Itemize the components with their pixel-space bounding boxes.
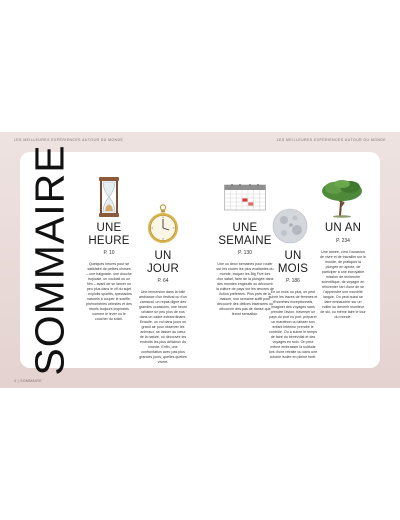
section-heading: UN JOUR (146, 250, 180, 275)
tree-icon (320, 178, 364, 218)
page-footer: 4 | SOMMAIRE (14, 379, 42, 383)
running-head-left: LES MEILLEURES EXPÉRIENCES AUTOUR DU MONDE (14, 138, 124, 142)
section-one-year (320, 222, 366, 320)
section-page-number: P. 64 (157, 278, 169, 284)
section-heading: UN MOIS (277, 250, 309, 275)
section-one-month (268, 250, 318, 360)
section-page-number: P. 186 (286, 278, 300, 284)
page-title-text: SOMMAIRE (26, 144, 73, 376)
section-page-number: P. 130 (238, 250, 252, 256)
section-description: En un mois ou plus, on peut suivre les traces de femmes et d'hommes exceptionnels, imaginer des voyages sans prendre l'avion, traverser un pays du port en port, préparer un marathon ou laisser son enfant intérieur prendre le contrôle. Ou à suivre le temps de faire du bénévolat et des voyages en solo. On peut même embrasser la solitude lors d'une retraite ou dans une colonie isolée en pleine forêt. (268, 290, 318, 359)
section-one-day (138, 250, 188, 365)
section-one-week (216, 222, 274, 317)
moon-icon (272, 208, 308, 244)
pocket-watch-icon (147, 204, 179, 244)
section-heading: UNE SEMAINE (218, 222, 272, 247)
section-heading: UN AN (324, 222, 362, 234)
running-head-right: LES MEILLEURES EXPÉRIENCES AUTOUR DU MONDE (276, 138, 386, 142)
section-description: Une immersion dans la folle ambiance d'un festival ou d'un carnaval, un repas digne des grandes occasions, une heure urbaine un peu plus de nos dans un cadre extraordinaire. Ensuite, un vol dans jours ou grand air pour observer les animaux, se laisser au cœur de la nature, où découvrir les endroits les plus délicieux du monde. Enfin, une confrontation avec pas plus grandes jours, quelles quelles vivent. (138, 290, 188, 364)
hourglass-icon (98, 176, 120, 218)
section-description: Quelques heures pour se satisfaire de petites choses – une baignade, une douche tropicale, un cocktail ou un film – avant de se lancer un peu plus dans le vif du sujet : exploits sportifs, spectacles naturels à couper le souffle, phénomènes célestes et des rituels toujours inspirants comme le lever ou le coucher du soleil. (86, 262, 132, 321)
calendar-icon (224, 183, 266, 211)
section-page-number: P. 10 (103, 250, 115, 256)
section-description: Une année, c'est l'occasion de vivre et de travailler sur le monde, de pratiquer la plongée en apnée, de participer à une incroyable mission de recherche scientifique, de voyager en réinventer l'art d'une de se l'apprendre une nouvelle langue. On peut aussi se faire embaucher sur un voilier ou devenir moniteur de ski, ou même faire le tour du monde. (320, 249, 366, 319)
section-heading: UNE HEURE (88, 222, 130, 247)
page-title (22, 144, 78, 376)
section-description: Une ou deux semaines pour rouler sur les routes les plus exaltantes du monde, traquer les Big Five lors d'un safari, faire de la plongée dans des mondes engloutis ou découvrir la culture de pays sur les œuvres de fiction préférées. Plus prés de la maison, une semaine suffit pour découvrir des délices insensées ou découvrir des pas de danse que feront sensation. (216, 262, 274, 316)
section-page-number: P. 234 (336, 237, 350, 244)
section-one-hour (86, 222, 132, 322)
